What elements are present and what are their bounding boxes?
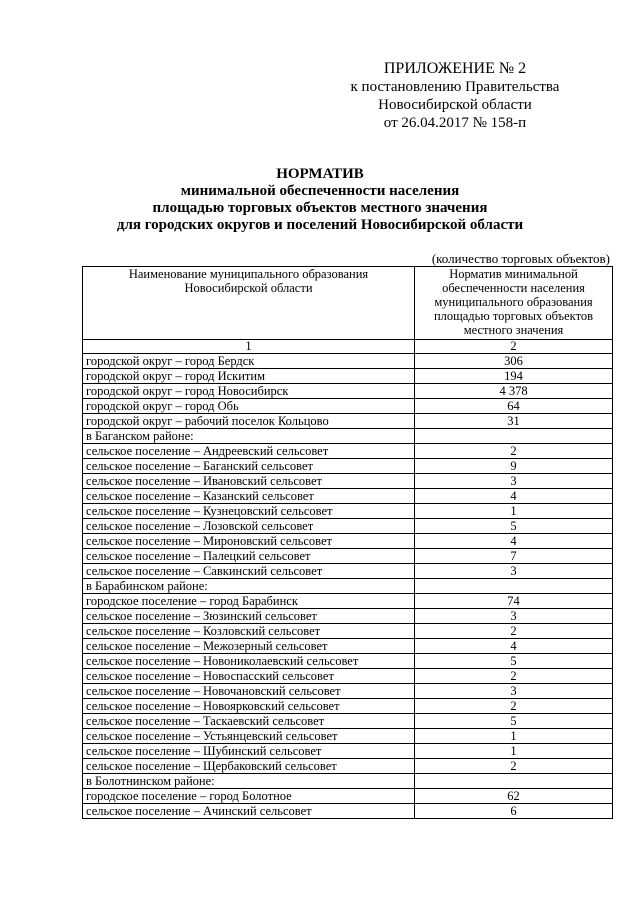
- norm-value: 3: [415, 474, 613, 489]
- norm-value: 74: [415, 594, 613, 609]
- norm-value: 5: [415, 714, 613, 729]
- municipality-name: сельское поселение – Кузнецовский сельсовет: [83, 504, 415, 519]
- municipality-name: сельское поселение – Козловский сельсовет: [83, 624, 415, 639]
- norm-value: [415, 774, 613, 789]
- municipality-name: сельское поселение – Шубинский сельсовет: [83, 744, 415, 759]
- document-title: [0, 166, 640, 234]
- table-row: [83, 549, 613, 564]
- table-row: [83, 354, 613, 369]
- table-row: [83, 744, 613, 759]
- norm-value: 6: [415, 804, 613, 819]
- municipality-name: сельское поселение – Новоярковский сельсовет: [83, 699, 415, 714]
- norm-value: 2: [415, 699, 613, 714]
- table-row: [83, 624, 613, 639]
- norm-value: 4: [415, 489, 613, 504]
- municipality-name: в Барабинском районе:: [83, 579, 415, 594]
- column-number-row: [83, 340, 613, 354]
- column-number-2: 2: [415, 340, 613, 354]
- municipality-name: сельское поселение – Андреевский сельсовет: [83, 444, 415, 459]
- table-header-row: [83, 267, 613, 340]
- norm-value: 9: [415, 459, 613, 474]
- column-number-1: 1: [83, 340, 415, 354]
- municipality-name: сельское поселение – Щербаковский сельсовет: [83, 759, 415, 774]
- norm-value: 2: [415, 624, 613, 639]
- table-row: [83, 579, 613, 594]
- norm-value: 2: [415, 759, 613, 774]
- municipality-name: сельское поселение – Межозерный сельсовет: [83, 639, 415, 654]
- municipality-name: сельское поселение – Новониколаевский сельсовет: [83, 654, 415, 669]
- norm-value: 1: [415, 504, 613, 519]
- norm-value: 306: [415, 354, 613, 369]
- table-row: [83, 399, 613, 414]
- municipality-name: сельское поселение – Казанский сельсовет: [83, 489, 415, 504]
- table-row: [83, 804, 613, 819]
- norm-value: 64: [415, 399, 613, 414]
- table-body: [83, 354, 613, 819]
- norm-value: 3: [415, 609, 613, 624]
- municipality-name: в Баганском районе:: [83, 429, 415, 444]
- table-row: [83, 714, 613, 729]
- table-row: [83, 789, 613, 804]
- table-row: [83, 534, 613, 549]
- norm-value: 5: [415, 654, 613, 669]
- table-row: [83, 504, 613, 519]
- municipality-name: сельское поселение – Савкинский сельсовет: [83, 564, 415, 579]
- municipality-name: городское поселение – город Барабинск: [83, 594, 415, 609]
- column-header-name: Наименование муниципального образования Новосибирской области: [83, 267, 415, 340]
- table-row: [83, 759, 613, 774]
- table-row: [83, 519, 613, 534]
- municipality-name: сельское поселение – Мироновский сельсовет: [83, 534, 415, 549]
- norm-table: [82, 266, 613, 819]
- appendix-line-2: Новосибирской области: [378, 97, 532, 113]
- municipality-name: городской округ – город Обь: [83, 399, 415, 414]
- norm-value: 4: [415, 534, 613, 549]
- norm-value: 3: [415, 564, 613, 579]
- municipality-name: городской округ – город Новосибирск: [83, 384, 415, 399]
- norm-value: [415, 429, 613, 444]
- table-row: [83, 639, 613, 654]
- unit-note: (количество торговых объектов): [431, 251, 610, 266]
- norm-value: 1: [415, 744, 613, 759]
- municipality-name: городской округ – город Бердск: [83, 354, 415, 369]
- norm-value: 3: [415, 684, 613, 699]
- table-row: [83, 564, 613, 579]
- appendix-number: ПРИЛОЖЕНИЕ № 2: [383, 60, 527, 77]
- norm-value: [415, 579, 613, 594]
- municipality-name: сельское поселение – Таскаевский сельсовет: [83, 714, 415, 729]
- norm-value: 5: [415, 519, 613, 534]
- norm-value: 2: [415, 669, 613, 684]
- table-row: [83, 474, 613, 489]
- table-row: [83, 684, 613, 699]
- norm-value: 4: [415, 639, 613, 654]
- table-row: [83, 444, 613, 459]
- municipality-name: городской округ – город Искитим: [83, 369, 415, 384]
- table-row: [83, 594, 613, 609]
- municipality-name: городской округ – рабочий поселок Кольцово: [83, 414, 415, 429]
- table-row: [83, 774, 613, 789]
- table-row: [83, 459, 613, 474]
- table-row: [83, 699, 613, 714]
- norm-value: 194: [415, 369, 613, 384]
- appendix-header: [325, 60, 585, 132]
- norm-value: 1: [415, 729, 613, 744]
- column-header-norm: Норматив минимальной обеспеченности населения муниципального образования площадью торговых объектов местного значения: [415, 267, 613, 340]
- municipality-name: сельское поселение – Новоспасский сельсовет: [83, 669, 415, 684]
- norm-value: 7: [415, 549, 613, 564]
- municipality-name: сельское поселение – Новочановский сельсовет: [83, 684, 415, 699]
- table-row: [83, 489, 613, 504]
- norm-value: 62: [415, 789, 613, 804]
- table-row: [83, 369, 613, 384]
- table-row: [83, 729, 613, 744]
- municipality-name: сельское поселение – Палецкий сельсовет: [83, 549, 415, 564]
- title-line-1: НОРМАТИВ: [276, 166, 364, 182]
- table-row: [83, 414, 613, 429]
- title-line-2: минимальной обеспеченности населения: [180, 183, 460, 199]
- municipality-name: сельское поселение – Устьянцевский сельсовет: [83, 729, 415, 744]
- table-row: [83, 669, 613, 684]
- table-row: [83, 429, 613, 444]
- norm-value: 2: [415, 444, 613, 459]
- title-line-4: для городских округов и поселений Новосибирской области: [116, 217, 524, 233]
- municipality-name: сельское поселение – Ивановский сельсовет: [83, 474, 415, 489]
- appendix-line-3: от 26.04.2017 № 158-п: [383, 115, 527, 131]
- municipality-name: сельское поселение – Зюзинский сельсовет: [83, 609, 415, 624]
- municipality-name: сельское поселение – Лозовской сельсовет: [83, 519, 415, 534]
- table-row: [83, 384, 613, 399]
- municipality-name: городское поселение – город Болотное: [83, 789, 415, 804]
- municipality-name: в Болотнинском районе:: [83, 774, 415, 789]
- municipality-name: сельское поселение – Баганский сельсовет: [83, 459, 415, 474]
- table-row: [83, 654, 613, 669]
- appendix-line-1: к постановлению Правительства: [350, 79, 560, 95]
- norm-value: 4 378: [415, 384, 613, 399]
- title-line-3: площадью торговых объектов местного значения: [152, 200, 488, 216]
- municipality-name: сельское поселение – Ачинский сельсовет: [83, 804, 415, 819]
- table-row: [83, 609, 613, 624]
- norm-value: 31: [415, 414, 613, 429]
